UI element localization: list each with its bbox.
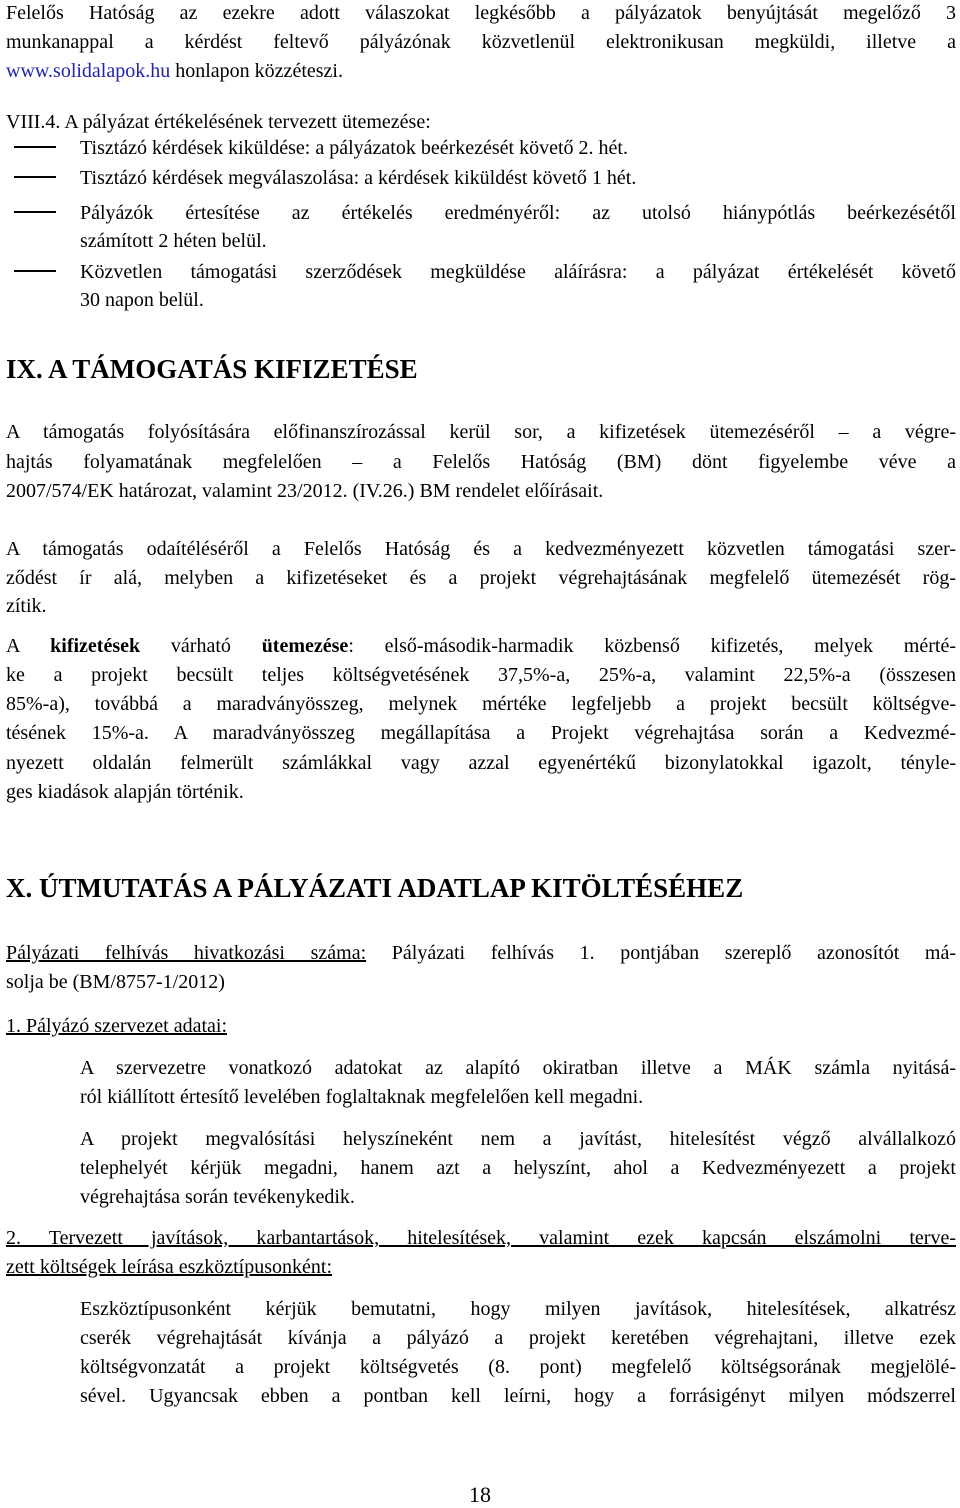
ix-para3-line: tésének 15%-a. A maradványösszeg megállapítása a Projekt végrehajtása során a Kedvezmé- bbox=[6, 722, 956, 744]
sub1-para1-line: A szervezetre vonatkozó adatokat az alapító okiratban illetve a MÁK számla nyitásá- bbox=[80, 1057, 956, 1079]
sub2-para-line: cserék végrehajtását kívánja a pályázó a projekt keretében végrehajtani, illetve ezek bbox=[80, 1327, 956, 1349]
ix-para3-line: A kifizetések várható ütemezése: első-második-harmadik közbenső kifizetés, melyek mérté- bbox=[6, 635, 956, 657]
sub2-label-line: zett költségek leírása eszköztípusonként: bbox=[6, 1256, 333, 1278]
intro-line-3 bbox=[6, 56, 956, 86]
sub1-para2-line: A projekt megvalósítási helyszíneként nem a javítást, hitelesítést végző alvállalkozó bbox=[80, 1128, 956, 1150]
list-item: Tisztázó kérdések megválaszolása: a kérdések kiküldést követő 1 hét. bbox=[80, 167, 637, 189]
list-item: Közvetlen támogatási szerződések megküldése aláírásra: a pályázat értékelését követő bbox=[80, 261, 956, 283]
x-ref-line-2: solja be (BM/8757-1/2012) bbox=[6, 971, 225, 993]
ix-para3-line: 85%-a), továbbá a maradványösszeg, melynek mértéke legfeljebb a projekt becsült költségve- bbox=[6, 693, 956, 715]
list-dash bbox=[14, 211, 56, 213]
ix-para2-line: A támogatás odaítéléséről a Felelős Hatóság és a kedvezményezett közvetlen támogatási szer- bbox=[6, 538, 956, 560]
solidalapok-link[interactable]: www.solidalapok.hu bbox=[6, 60, 171, 82]
kifizetesek-bold: kifizetések bbox=[50, 635, 141, 657]
ref-label: Pályázati felhívás hivatkozási száma: bbox=[6, 942, 367, 964]
ix-para2-line: zítik. bbox=[6, 595, 47, 617]
sub2-para-line: költségvonzatát a projekt költségvetés (8. pont) megfelelő költségsorának megjelölé- bbox=[80, 1356, 956, 1378]
x-ref-line: Pályázati felhívás hivatkozási száma: Pályázati felhívás 1. pontjában szereplő azonosítót má- bbox=[6, 942, 956, 964]
sub1-para2-line: végrehajtása során tevékenykedik. bbox=[80, 1186, 355, 1208]
ix-para1-line: A támogatás folyósítására előfinanszírozással kerül sor, a kifizetések ütemezéséről – a végre- bbox=[6, 421, 956, 443]
section-x-title: X. ÚTMUTATÁS A PÁLYÁZATI ADATLAP KITÖLTÉSÉHEZ bbox=[6, 873, 744, 903]
list-dash bbox=[14, 176, 56, 178]
ix-para3-line: nyezett oldalán felmerült számlákkal vagy azzal egyenértékű bizonylatokkal igazolt, tényle- bbox=[6, 752, 956, 774]
sub1-para2-line: telephelyét kérjük megadni, hanem azt a helyszínt, ahol a Kedvezményezett a projekt bbox=[80, 1157, 956, 1179]
list-item: Pályázók értesítése az értékelés eredményéről: az utolsó hiánypótlás beérkezésétől bbox=[80, 202, 956, 224]
ix-para3-line: ke a projekt becsült teljes költségvetésének 37,5%-a, 25%-a, valamint 22,5%-a (összesen bbox=[6, 664, 956, 686]
sub1-label: 1. Pályázó szervezet adatai: bbox=[6, 1015, 227, 1037]
list-item-continuation: számított 2 héten belül. bbox=[80, 230, 267, 252]
sub2-para-line: Eszköztípusonként kérjük bemutatni, hogy milyen javítások, hitelesítések, alkatrész bbox=[80, 1298, 956, 1320]
section-ix-title: IX. A TÁMOGATÁS KIFIZETÉSE bbox=[6, 354, 418, 384]
sub1-para1-line: ról kiállított értesítő levelében foglaltaknak megfelelően kell megadni. bbox=[80, 1086, 644, 1108]
intro-line-1: Felelős Hatóság az ezekre adott válaszokat legkésőbb a pályázatok benyújtását megelőző 3 bbox=[6, 2, 956, 24]
intro-line-2: munkanappal a kérdést feltevő pályázónak közvetlenül elektronikusan megküldi, illetve a bbox=[6, 31, 956, 53]
list-item-continuation: 30 napon belül. bbox=[80, 289, 204, 311]
sub2-label-line: 2. Tervezett javítások, karbantartások, hitelesítések, valamint ezek kapcsán elszámolni terve- bbox=[6, 1227, 956, 1249]
utemezese-bold: ütemezése bbox=[261, 635, 349, 657]
section-viii4-title: VIII.4. A pályázat értékelésének tervezett ütemezése: bbox=[6, 111, 431, 133]
sub2-para-line: sével. Ugyancsak ebben a pontban kell leírni, hogy a forrásigényt milyen módszerrel bbox=[80, 1385, 956, 1407]
list-item: Tisztázó kérdések kiküldése: a pályázatok beérkezését követő 2. hét. bbox=[80, 137, 628, 159]
ix-para2-line: ződést ír alá, melyben a kifizetéseket és a projekt végrehajtásának megfelelő ütemezését rög- bbox=[6, 567, 956, 589]
page-number: 18 bbox=[469, 1482, 491, 1507]
list-dash bbox=[14, 146, 56, 148]
ix-para1-line: 2007/574/EK határozat, valamint 23/2012. (IV.26.) BM rendelet előírásait. bbox=[6, 480, 604, 502]
intro-line-3-rest: honlapon közzéteszi. bbox=[170, 60, 343, 82]
ix-para1-line: hajtás folyamatának megfelelően – a Felelős Hatóság (BM) dönt figyelembe véve a bbox=[6, 451, 956, 473]
ix-para3-line: ges kiadások alapján történik. bbox=[6, 781, 244, 803]
list-dash bbox=[14, 270, 56, 272]
